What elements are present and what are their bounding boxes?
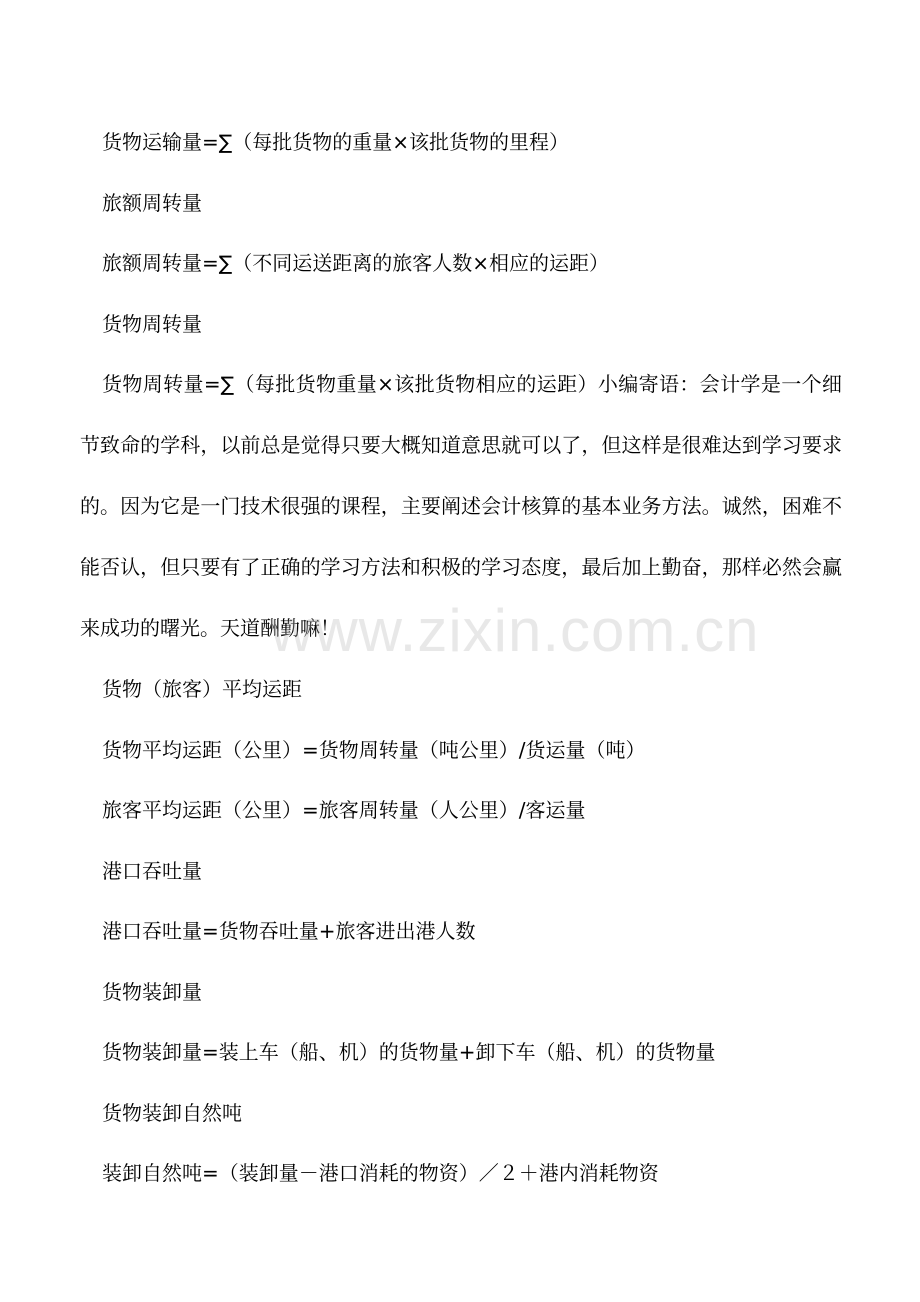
watermark-text: www.zixin.com.cn xyxy=(270,597,760,664)
paragraph-passenger-average-distance-formula: 旅客平均运距（公里）=旅客周转量（人公里）/客运量 xyxy=(102,798,586,822)
paragraph-natural-tons-heading: 货物装卸自然吨 xyxy=(102,1100,242,1125)
paragraph-port-throughput-heading: 港口吞吐量 xyxy=(102,858,202,883)
paragraph-cargo-turnover-formula-and-note: 货物周转量=∑（每批货物重量×该批货物相应的运距）小编寄语：会计学是一个细节致命的学科，以前总是觉得只要大概知道意思就可以了，但这样是很难达到学习要求的。因为它是一门技术很强的课程，主要阐述会计核算的基本业务方法。诚然，困难不能否认，但只要有了正确的学习方法和积极的学习态度，最后加上勤奋，那样必然会赢来成功的曙光。天道酬勤嘛！ xyxy=(80,372,842,640)
document-body xyxy=(80,112,842,1204)
paragraph-cargo-transport-volume: 货物运输量=∑（每批货物的重量×该批货物的里程） xyxy=(102,130,569,154)
paragraph-passenger-turnover-heading: 旅额周转量 xyxy=(102,190,202,215)
paragraph-average-distance-heading: 货物（旅客）平均运距 xyxy=(102,677,302,701)
paragraph-cargo-average-distance-formula: 货物平均运距（公里）=货物周转量（吨公里）/货运量（吨） xyxy=(102,737,646,762)
paragraph-passenger-turnover-formula: 旅额周转量=∑（不同运送距离的旅客人数×相应的运距） xyxy=(102,251,609,275)
paragraph-port-throughput-formula: 港口吞吐量=货物吞吐量+旅客进出港人数 xyxy=(102,919,476,943)
paragraph-natural-tons-formula: 装卸自然吨=（装卸量－港口消耗的物资）／２＋港内消耗物资 xyxy=(102,1161,659,1185)
paragraph-cargo-handling-formula: 货物装卸量=装上车（船、机）的货物量+卸下车（船、机）的货物量 xyxy=(102,1040,716,1064)
paragraph-cargo-handling-heading: 货物装卸量 xyxy=(102,979,202,1004)
paragraph-cargo-turnover-heading: 货物周转量 xyxy=(102,311,202,336)
